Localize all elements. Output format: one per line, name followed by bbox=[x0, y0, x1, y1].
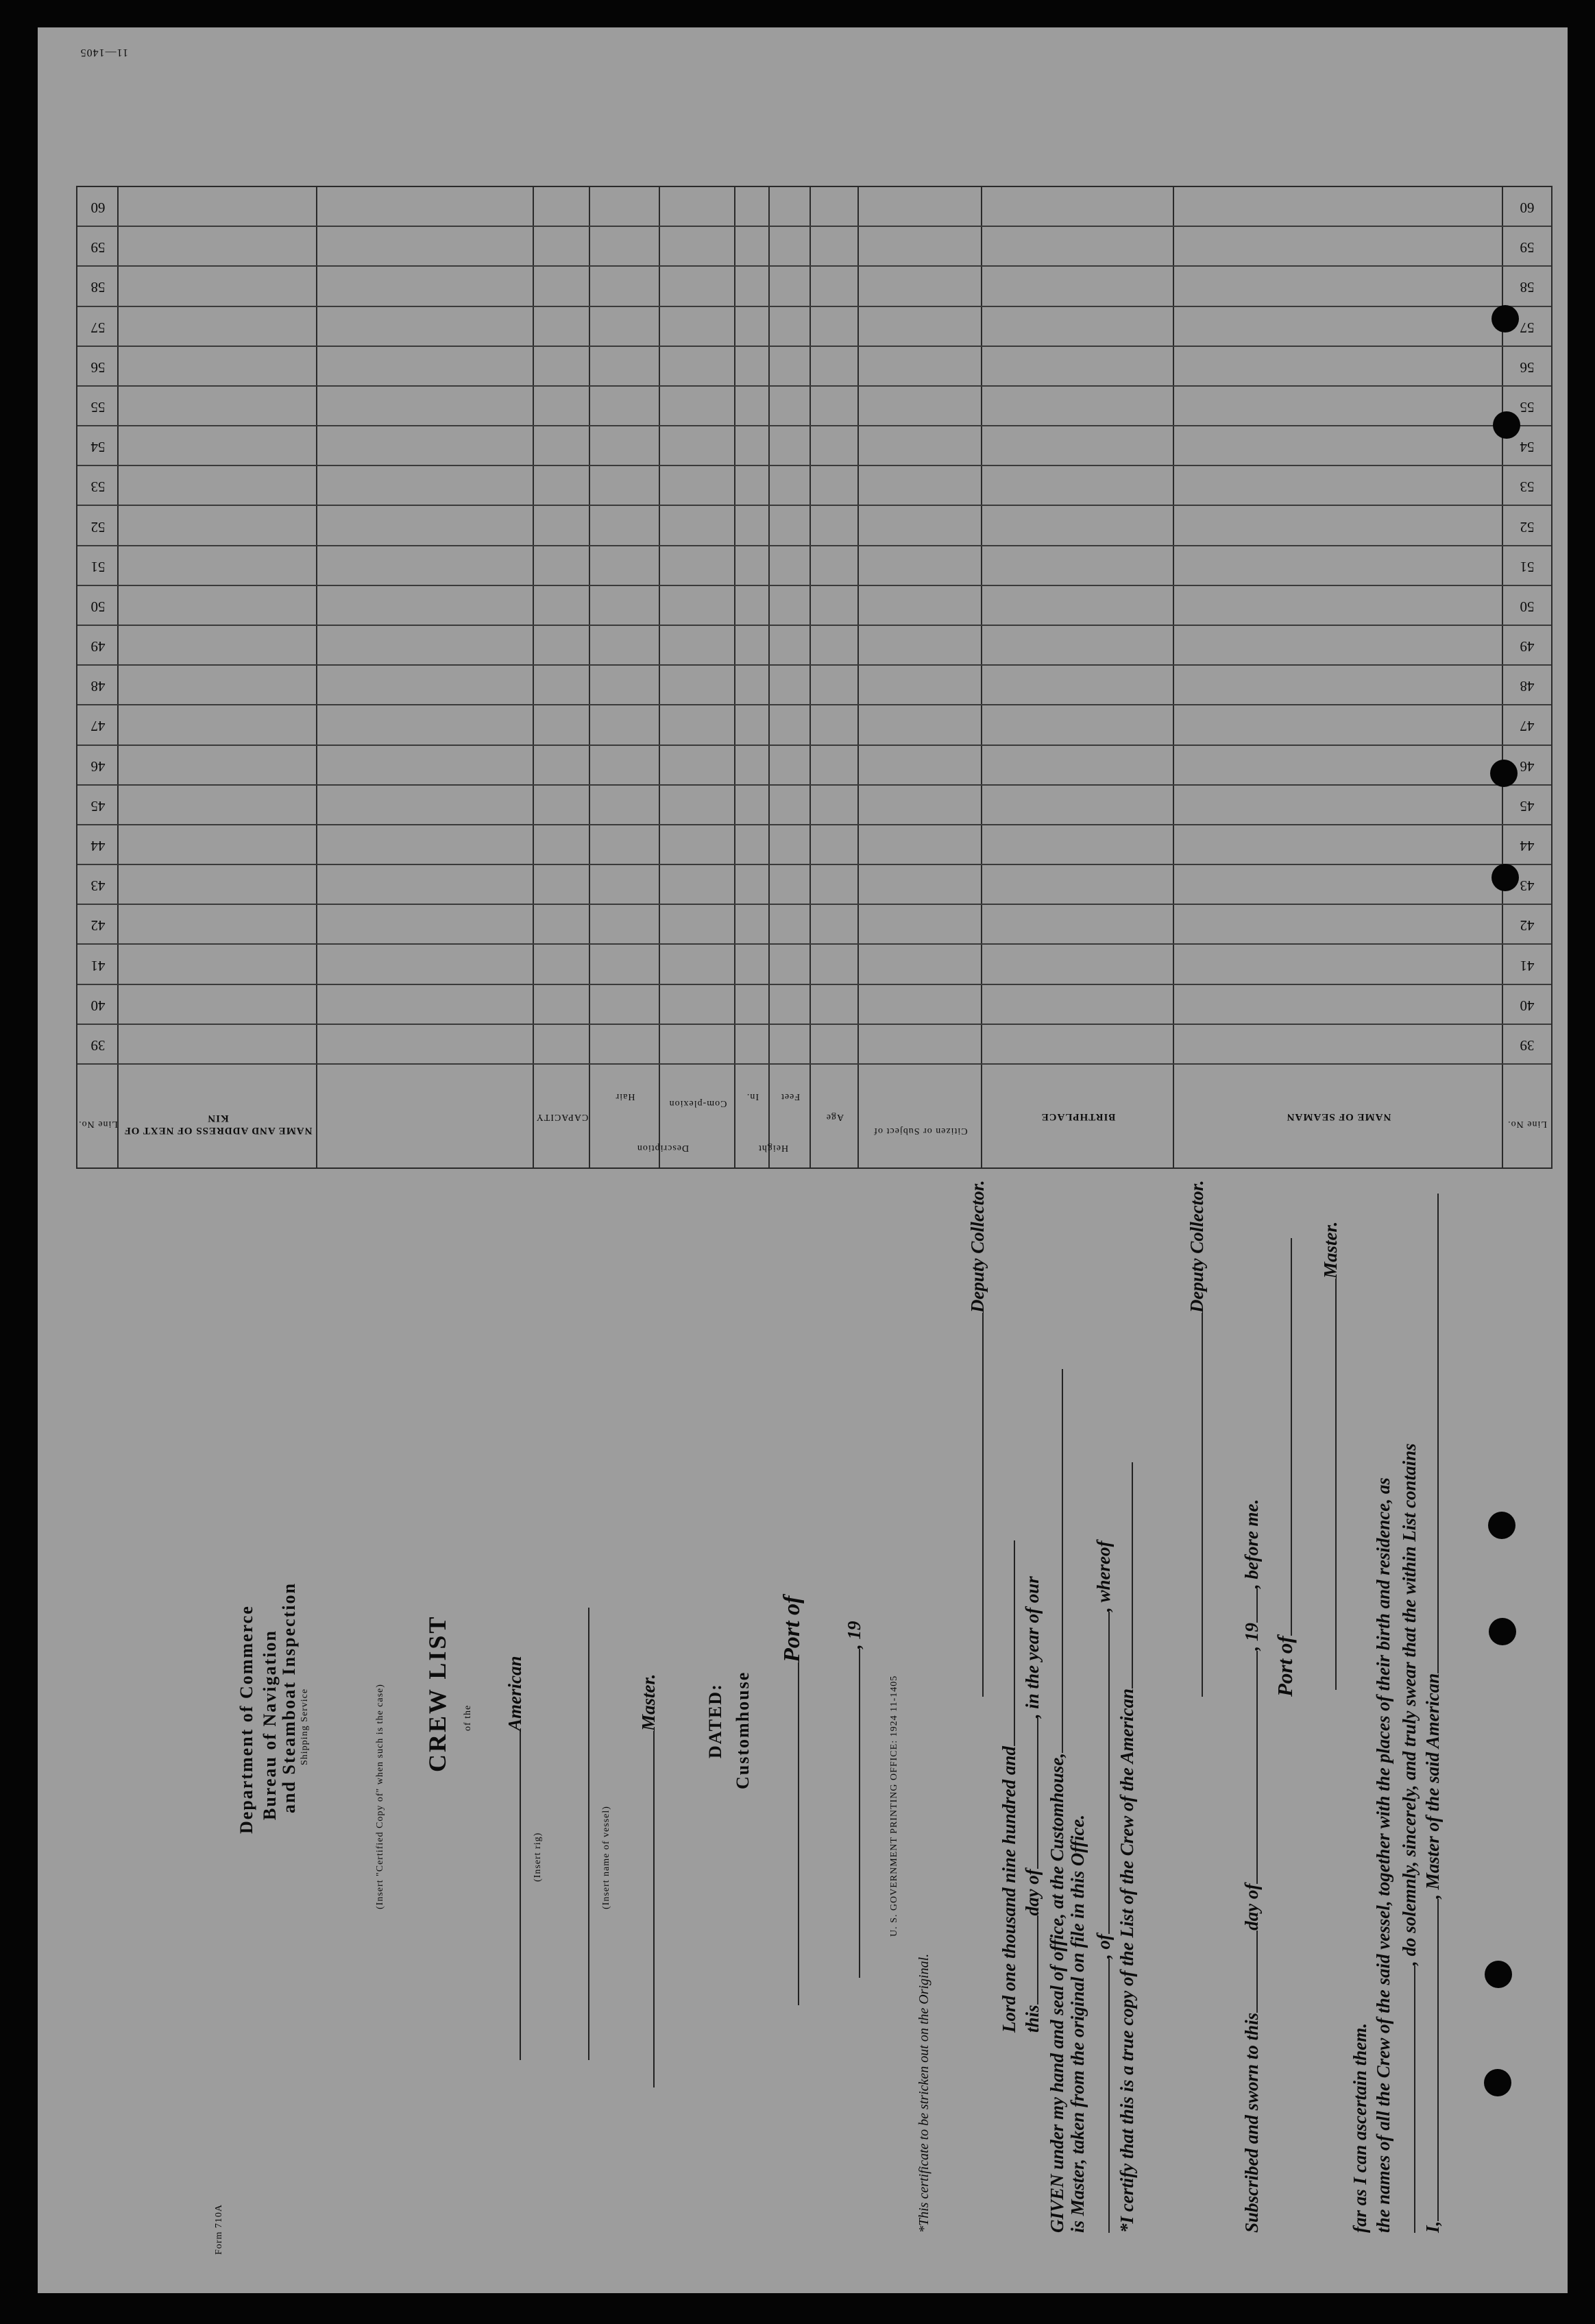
before-me-text: , before me. bbox=[1241, 1499, 1262, 1589]
master-signature-line bbox=[1317, 1222, 1341, 1690]
whereof-text: , whereof bbox=[1093, 1540, 1114, 1612]
line-number: 47 bbox=[1520, 718, 1535, 735]
table-row bbox=[77, 505, 1551, 506]
master-label: Master. bbox=[638, 1673, 659, 1731]
line-number-right: 54 bbox=[90, 439, 106, 456]
line-number-right: 45 bbox=[90, 797, 106, 814]
line-number: 51 bbox=[1520, 558, 1535, 575]
insert-rig-label: (Insert rig) bbox=[533, 1832, 543, 1882]
column-rule bbox=[589, 187, 590, 1167]
folio-year-field[interactable] bbox=[841, 1649, 860, 1978]
lord-text: Lord one thousand nine hundred and bbox=[999, 1746, 1019, 2033]
folio-year-line bbox=[841, 1621, 865, 1978]
deputy-collector-field-2[interactable] bbox=[964, 1313, 984, 1697]
certify-text: *I certify that this is a true copy of the List of the Crew of the American bbox=[1117, 1688, 1137, 2233]
customhouse-label: Customhouse bbox=[733, 1671, 753, 1789]
certify-line bbox=[1114, 1462, 1138, 2233]
table-row bbox=[77, 824, 1551, 825]
certify-vessel-field[interactable] bbox=[1114, 1462, 1133, 1688]
line-number: 60 bbox=[1520, 199, 1535, 217]
lord-line bbox=[996, 1540, 1020, 2033]
column-rule bbox=[734, 187, 735, 1167]
line-number: 49 bbox=[1520, 638, 1535, 655]
column-rule bbox=[659, 187, 660, 1167]
given-line bbox=[1044, 1369, 1068, 2233]
master-name-blank[interactable] bbox=[1420, 1899, 1439, 2221]
lord-year-field[interactable] bbox=[996, 1540, 1015, 1746]
line-number-right: 55 bbox=[90, 399, 106, 415]
line-number-right: 56 bbox=[90, 359, 106, 376]
column-rule bbox=[1173, 187, 1174, 1167]
year-of-our-text: , in the year of our bbox=[1022, 1576, 1043, 1719]
form-upper-section bbox=[38, 1180, 1568, 2293]
table-row bbox=[77, 745, 1551, 746]
table-row bbox=[77, 545, 1551, 546]
column-rule bbox=[117, 187, 119, 1167]
line-number: 56 bbox=[1520, 359, 1535, 376]
line-number-right: 52 bbox=[90, 518, 106, 535]
birthplace-header: BIRTHPLACE bbox=[1040, 1111, 1116, 1122]
line-number: 53 bbox=[1520, 479, 1535, 496]
folio-port-field[interactable] bbox=[780, 1662, 799, 2005]
line-number-right: 40 bbox=[90, 997, 106, 1014]
subscribed-dayof-text: day of bbox=[1241, 1883, 1262, 1930]
line-number-right: 39 bbox=[90, 1037, 106, 1054]
certify-master-line: is Master, taken from the original on file in this Office. bbox=[1067, 1814, 1088, 2233]
oath-line-1 bbox=[1420, 1194, 1444, 2233]
hair-header: Hair bbox=[615, 1091, 635, 1102]
table-row bbox=[77, 465, 1551, 466]
punch-hole bbox=[1484, 2069, 1511, 2096]
line-number: 59 bbox=[1520, 239, 1535, 256]
header-rule bbox=[77, 1063, 1551, 1065]
line-number-right: 51 bbox=[90, 558, 106, 575]
this-day-line bbox=[1019, 1576, 1043, 2033]
table-row bbox=[77, 425, 1551, 426]
line-number-right: 44 bbox=[90, 838, 106, 854]
punch-hole bbox=[1491, 305, 1519, 332]
punch-hole bbox=[1490, 760, 1518, 787]
punch-hole bbox=[1491, 864, 1519, 891]
oath-i: I, bbox=[1422, 2220, 1443, 2233]
oath-swear-text: , do solemnly, sincerely, and truly swear that the within List contains bbox=[1399, 1443, 1420, 1965]
document-rotated-content bbox=[38, 27, 1568, 2293]
folio-year-label: , 19 bbox=[844, 1621, 864, 1649]
certify-of-line bbox=[1091, 1541, 1115, 2234]
oath-port-field[interactable] bbox=[1273, 1238, 1292, 1636]
line-number-right: 49 bbox=[90, 638, 106, 655]
certified-copy-note: (Insert "Certified Copy of" when such is the case) bbox=[375, 1684, 385, 1909]
line-no-header: Line No. bbox=[1507, 1119, 1547, 1129]
line-number-right: 58 bbox=[90, 279, 106, 296]
vessel-name-field[interactable] bbox=[570, 1608, 589, 2060]
line-number: 39 bbox=[1520, 1037, 1535, 1054]
column-rule bbox=[809, 187, 811, 1167]
punch-hole bbox=[1493, 411, 1520, 439]
deputy-collector-label: Deputy Collector. bbox=[1186, 1180, 1207, 1313]
capacity-header: CAPACITY bbox=[535, 1112, 589, 1122]
subscribed-line bbox=[1239, 1499, 1263, 2233]
line-number-right: 42 bbox=[90, 917, 106, 934]
table-row bbox=[77, 943, 1551, 945]
master-signature-label: Master. bbox=[1320, 1221, 1341, 1279]
rig-line bbox=[502, 1656, 526, 2060]
american-label: American bbox=[504, 1656, 525, 1731]
table-row bbox=[77, 784, 1551, 786]
line-number: 55 bbox=[1520, 399, 1535, 415]
folio-port-line bbox=[779, 1596, 805, 2005]
vessel-blank[interactable] bbox=[1420, 1194, 1439, 1673]
line-number: 58 bbox=[1520, 279, 1535, 296]
this-text: this bbox=[1022, 2005, 1043, 2033]
subscribed-day-field[interactable] bbox=[1239, 1930, 1258, 2013]
oath-port-label: Port of bbox=[1273, 1636, 1297, 1697]
table-row bbox=[77, 265, 1551, 267]
rig-field[interactable] bbox=[502, 1731, 521, 2060]
line-number-right: 57 bbox=[90, 319, 106, 336]
table-row bbox=[77, 664, 1551, 666]
line-number: 50 bbox=[1520, 598, 1535, 615]
line-number: 42 bbox=[1520, 917, 1535, 934]
line-number: 45 bbox=[1520, 797, 1535, 814]
insert-vessel-label: (Insert name of vessel) bbox=[601, 1806, 611, 1909]
line-number-right: 43 bbox=[90, 877, 106, 895]
bureau-title: Bureau of Navigation bbox=[260, 1630, 280, 1820]
column-rule bbox=[533, 187, 534, 1167]
oath-line-4: far as I can ascertain them. bbox=[1350, 2022, 1370, 2233]
next-of-kin-header: NAME AND ADDRESS OF NEXT OF KIN bbox=[123, 1113, 313, 1136]
certify-of-field-2[interactable] bbox=[1091, 1612, 1110, 1934]
oath-line-2 bbox=[1396, 1443, 1420, 2233]
height-header: Height bbox=[757, 1143, 789, 1153]
line-number: 44 bbox=[1520, 838, 1535, 854]
dated-label: DATED: bbox=[705, 1683, 725, 1758]
subscribed-year-field[interactable] bbox=[1239, 1588, 1258, 1623]
deputy-collector-line bbox=[1184, 1181, 1208, 1697]
this-dayof-text: day of bbox=[1022, 1869, 1043, 1916]
certify-of-text: , of bbox=[1093, 1934, 1114, 1959]
line-number-right: 59 bbox=[90, 239, 106, 256]
column-rule bbox=[981, 187, 982, 1167]
deputy-collector-field[interactable] bbox=[1184, 1313, 1203, 1697]
deputy-collector-line-2 bbox=[964, 1181, 988, 1697]
line-number-right: 46 bbox=[90, 758, 106, 775]
line-number: 46 bbox=[1520, 758, 1535, 775]
line-number-right: 48 bbox=[90, 678, 106, 695]
oath-master-text: , Master of the said American bbox=[1422, 1673, 1443, 1899]
table-row bbox=[77, 904, 1551, 905]
line-number-right: 41 bbox=[90, 957, 106, 974]
this-month-field[interactable] bbox=[1019, 1718, 1038, 1869]
subscribed-month-field[interactable] bbox=[1239, 1651, 1258, 1884]
line-number: 54 bbox=[1520, 439, 1535, 456]
given-field[interactable] bbox=[1044, 1369, 1063, 1753]
crew-list-title: CREW LIST bbox=[424, 1614, 451, 1772]
age-header: Age bbox=[825, 1112, 844, 1122]
table-row bbox=[77, 585, 1551, 586]
feet-header: Feet bbox=[780, 1091, 801, 1102]
column-rule bbox=[316, 187, 317, 1167]
line-number: 43 bbox=[1520, 877, 1535, 895]
table-row bbox=[77, 346, 1551, 347]
line-number: 40 bbox=[1520, 997, 1535, 1014]
vessel-name-line bbox=[570, 1608, 594, 2060]
line-number-right: 60 bbox=[90, 199, 106, 217]
oath-vessel-name-blank[interactable] bbox=[1396, 1965, 1415, 2233]
crew-table bbox=[76, 186, 1553, 1169]
table-row bbox=[77, 704, 1551, 705]
line-number: 48 bbox=[1520, 678, 1535, 695]
department-title: Department of Commerce bbox=[236, 1605, 256, 1834]
oath-line-3: the names of all the Crew of the said vessel, together with the places of their birth and residence, as bbox=[1373, 1477, 1393, 2233]
this-day-field[interactable] bbox=[1019, 1915, 1038, 2005]
table-row bbox=[77, 1024, 1551, 1025]
table-row bbox=[77, 864, 1551, 865]
line-no-right-header: Line No. bbox=[78, 1119, 118, 1129]
service-label: Shipping Service bbox=[300, 1688, 310, 1765]
master-name-field[interactable] bbox=[635, 1731, 655, 2087]
oath-port-line bbox=[1273, 1238, 1298, 1697]
column-rule bbox=[857, 187, 859, 1167]
bureau-title-line2: and Steamboat Inspection bbox=[279, 1582, 299, 1813]
inches-header: In. bbox=[746, 1091, 759, 1102]
table-row bbox=[77, 226, 1551, 227]
deputy-collector-label-2: Deputy Collector. bbox=[967, 1180, 988, 1313]
stricken-footnote: *This certificate to be stricken out on the Original. bbox=[916, 1953, 932, 2233]
column-rule bbox=[768, 187, 770, 1167]
table-row bbox=[77, 625, 1551, 626]
master-signature-field[interactable] bbox=[1317, 1279, 1337, 1690]
subscribed-text: Subscribed and sworn to this bbox=[1241, 2012, 1262, 2233]
form-number: Form 710A bbox=[214, 2204, 224, 2255]
given-text: GIVEN under my hand and seal of office, at the Customhouse, bbox=[1047, 1752, 1067, 2233]
certify-of-field-1[interactable] bbox=[1091, 1959, 1110, 2233]
form-code-bottom: 11—1405 bbox=[80, 47, 128, 58]
gpo-imprint: U. S. GOVERNMENT PRINTING OFFICE: 1924 11-1405 bbox=[889, 1675, 899, 1937]
table-row bbox=[77, 984, 1551, 985]
description-header: Description bbox=[636, 1143, 690, 1153]
punch-hole bbox=[1485, 1961, 1512, 1988]
subscribed-year-text: , 19 bbox=[1241, 1623, 1262, 1651]
line-number: 57 bbox=[1520, 319, 1535, 336]
seaman-name-header: NAME OF SEAMAN bbox=[1286, 1111, 1391, 1122]
punch-hole bbox=[1489, 1618, 1516, 1645]
line-number-right: 47 bbox=[90, 718, 106, 735]
table-row bbox=[77, 385, 1551, 387]
citizen-header: Citizen or Subject of bbox=[873, 1126, 968, 1136]
master-line bbox=[635, 1674, 659, 2087]
punch-hole bbox=[1488, 1512, 1515, 1539]
line-number: 52 bbox=[1520, 518, 1535, 535]
table-row bbox=[77, 306, 1551, 307]
of-the-label: of the bbox=[463, 1704, 473, 1731]
line-number-right: 53 bbox=[90, 479, 106, 496]
line-number: 41 bbox=[1520, 957, 1535, 974]
folio-port-label: Port of bbox=[779, 1595, 805, 1662]
line-number-right: 50 bbox=[90, 598, 106, 615]
column-rule bbox=[1502, 187, 1503, 1167]
crew-list-document bbox=[38, 27, 1568, 2293]
complexion-header: Com-plexion bbox=[668, 1098, 727, 1109]
